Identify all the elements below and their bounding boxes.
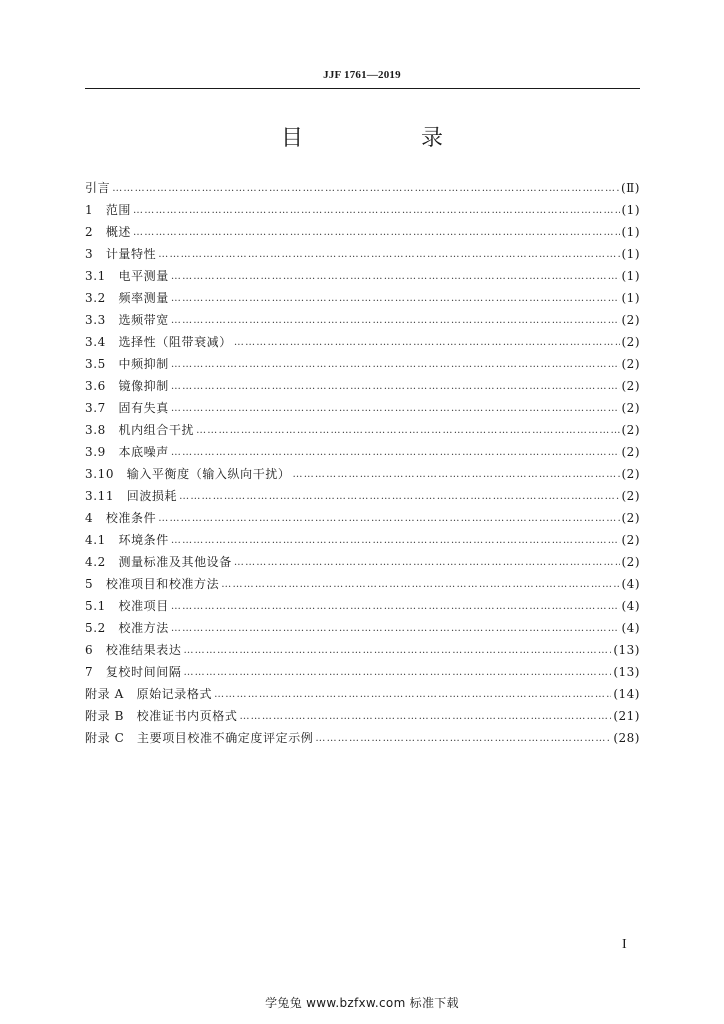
dot-leader <box>221 576 619 594</box>
toc-entry[interactable] <box>85 682 640 704</box>
toc-entry[interactable] <box>85 550 640 572</box>
toc-entry-page: (13) <box>613 643 640 657</box>
toc-entry-label: 5.2 校准方法 <box>85 621 169 635</box>
table-of-contents <box>85 176 640 748</box>
toc-entry-label: 1 范围 <box>85 203 132 217</box>
toc-entry-page: (2) <box>621 357 640 371</box>
toc-entry-label: 3.7 固有失真 <box>85 401 169 415</box>
toc-entry[interactable] <box>85 638 640 660</box>
page-title: 目 录 <box>280 126 491 151</box>
site-watermark: 学兔兔 www.bzfxw.com 标准下载 <box>265 996 459 1010</box>
toc-entry[interactable] <box>85 242 640 264</box>
dot-leader <box>171 268 620 286</box>
toc-entry-page: (2) <box>621 511 640 525</box>
dot-leader <box>171 378 620 396</box>
toc-entry[interactable] <box>85 616 640 638</box>
toc-entry-label: 4.1 环境条件 <box>85 533 169 547</box>
toc-entry[interactable] <box>85 660 640 682</box>
toc-entry[interactable] <box>85 176 640 198</box>
toc-entry-page: (1) <box>621 225 640 239</box>
dot-leader <box>133 224 619 242</box>
toc-entry-label: 7 复校时间间隔 <box>85 665 182 679</box>
toc-entry-label: 5 校准项目和校准方法 <box>85 577 220 591</box>
toc-entry-page: (4) <box>621 621 640 635</box>
dot-leader <box>171 400 620 418</box>
toc-entry-label: 附录 C 主要项目校准不确定度评定示例 <box>85 731 314 745</box>
toc-entry-label: 5.1 校准项目 <box>85 599 169 613</box>
dot-leader <box>171 290 620 308</box>
toc-entry-page: (4) <box>621 577 640 591</box>
dot-leader <box>171 532 620 550</box>
dot-leader <box>179 488 619 506</box>
toc-entry[interactable] <box>85 198 640 220</box>
toc-entry[interactable] <box>85 572 640 594</box>
toc-entry[interactable] <box>85 396 640 418</box>
toc-entry-page: (2) <box>621 533 640 547</box>
toc-entry-label: 附录 B 校准证书内页格式 <box>85 709 238 723</box>
toc-entry-page: (14) <box>613 687 640 701</box>
toc-entry[interactable] <box>85 528 640 550</box>
toc-entry-label: 4 校准条件 <box>85 511 157 525</box>
dot-leader <box>183 642 611 660</box>
dot-leader <box>112 180 619 198</box>
toc-entry[interactable] <box>85 462 640 484</box>
toc-entry-page: (1) <box>621 291 640 305</box>
dot-leader <box>196 422 619 440</box>
toc-entry[interactable] <box>85 330 640 352</box>
toc-entry[interactable] <box>85 352 640 374</box>
dot-leader <box>214 686 611 704</box>
toc-entry[interactable] <box>85 506 640 528</box>
toc-entry[interactable] <box>85 440 640 462</box>
toc-entry-label: 3.3 选频带宽 <box>85 313 169 327</box>
header-divider <box>85 88 640 89</box>
dot-leader <box>315 730 611 748</box>
toc-entry-label: 6 校准结果表达 <box>85 643 182 657</box>
toc-entry[interactable] <box>85 418 640 440</box>
page-number: I <box>622 937 627 952</box>
toc-entry-page: (1) <box>621 269 640 283</box>
dot-leader <box>158 246 619 264</box>
toc-entry-label: 3.6 镜像抑制 <box>85 379 169 393</box>
dot-leader <box>133 202 619 220</box>
toc-entry-label: 3.10 输入平衡度（输入纵向干扰） <box>85 467 291 481</box>
dot-leader <box>234 554 620 572</box>
toc-entry[interactable] <box>85 704 640 726</box>
dot-leader <box>158 510 619 528</box>
toc-entry-page: (2) <box>621 467 640 481</box>
toc-entry[interactable] <box>85 308 640 330</box>
dot-leader <box>239 708 611 726</box>
toc-entry[interactable] <box>85 286 640 308</box>
toc-entry[interactable] <box>85 264 640 286</box>
toc-entry-page: (Ⅱ) <box>620 181 640 195</box>
dot-leader <box>171 620 620 638</box>
toc-entry-page: (4) <box>621 599 640 613</box>
standard-code: JJF 1761—2019 <box>323 69 401 81</box>
toc-entry[interactable] <box>85 220 640 242</box>
dot-leader <box>234 334 620 352</box>
toc-entry-page: (2) <box>621 445 640 459</box>
toc-entry[interactable] <box>85 484 640 506</box>
toc-entry-label: 引言 <box>85 181 111 195</box>
toc-entry-label: 3.9 本底噪声 <box>85 445 169 459</box>
toc-entry-label: 3.2 频率测量 <box>85 291 169 305</box>
toc-entry-page: (1) <box>621 203 640 217</box>
toc-entry-label: 2 概述 <box>85 225 132 239</box>
dot-leader <box>293 466 620 484</box>
toc-entry-label: 3 计量特性 <box>85 247 157 261</box>
toc-entry-page: (2) <box>621 313 640 327</box>
toc-entry-label: 3.5 中频抑制 <box>85 357 169 371</box>
dot-leader <box>171 444 620 462</box>
dot-leader <box>171 312 620 330</box>
dot-leader <box>171 598 620 616</box>
toc-entry-page: (1) <box>621 247 640 261</box>
dot-leader <box>171 356 620 374</box>
toc-entry-label: 4.2 测量标准及其他设备 <box>85 555 232 569</box>
dot-leader <box>183 664 611 682</box>
toc-entry-label: 3.4 选择性（阻带衰减） <box>85 335 232 349</box>
toc-entry-label: 3.8 机内组合干扰 <box>85 423 195 437</box>
toc-entry[interactable] <box>85 594 640 616</box>
toc-entry-label: 附录 A 原始记录格式 <box>85 687 213 701</box>
toc-entry-page: (2) <box>621 401 640 415</box>
toc-entry-page: (21) <box>613 709 640 723</box>
toc-entry-page: (13) <box>613 665 640 679</box>
toc-entry-label: 3.1 电平测量 <box>85 269 169 283</box>
toc-entry-page: (2) <box>621 489 640 503</box>
toc-entry-page: (2) <box>621 423 640 437</box>
toc-entry-page: (2) <box>621 335 640 349</box>
toc-entry[interactable] <box>85 374 640 396</box>
toc-entry-page: (28) <box>613 731 640 745</box>
toc-entry-label: 3.11 回波损耗 <box>85 489 178 503</box>
toc-entry[interactable] <box>85 726 640 748</box>
toc-entry-page: (2) <box>621 379 640 393</box>
toc-entry-page: (2) <box>621 555 640 569</box>
